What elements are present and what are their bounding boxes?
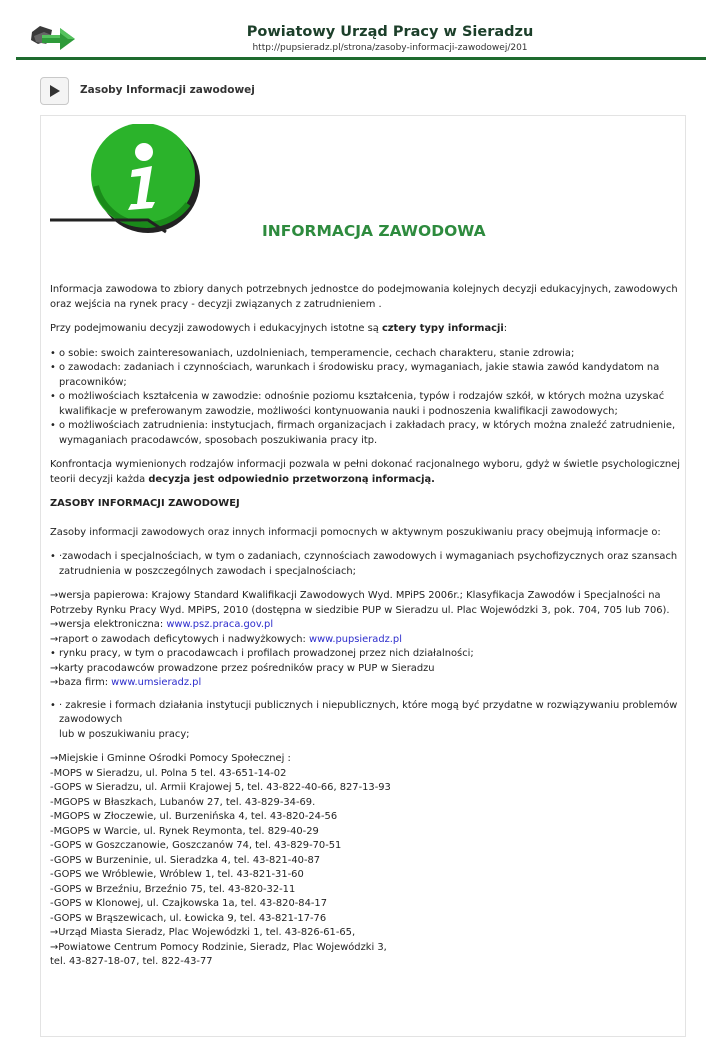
institution-line: -MGOPS w Błaszkach, Lubanów 27, tel. 43-829-34-69. <box>50 796 316 808</box>
list-item: • o możliwościach zatrudnienia: instytucjach, firmach organizacjach i zakładach pracy, w których można znaleźć zatrudnienie, wymaganiach pracodawców, sposobach poszukiwania pracy itp. <box>50 419 680 448</box>
institution-line: -GOPS w Brzeźniu, Brzeźnio 75, tel. 43-820-32-11 <box>50 883 296 895</box>
market-line: • rynku pracy, w tym o pracodawcach i profilach prowadzonej przez nich działalności; <box>50 648 474 659</box>
institution-line: -GOPS w Sieradzu, ul. Armii Krajowej 5, tel. 43-822-40-66, 827-13-93 <box>50 782 391 793</box>
report-line: →raport o zawodach deficytowych i nadwyżkowych: www.pupsieradz.pl <box>50 633 402 645</box>
page-url: http://pupsieradz.pl/strona/zasoby-informacji-zawodowej/201 <box>252 43 528 53</box>
section-button[interactable] <box>40 77 69 105</box>
institution-line: →Urząd Miasta Sieradz, Plac Wojewódzki 1, tel. 43-826-61-65, <box>50 927 356 938</box>
header-divider <box>16 57 706 60</box>
list-item: • ·zawodach i specjalnościach, w tym o zadaniach, czynnościach zawodowych i wymaganiach psychofizycznych oraz szansach zatrudnienia w poszczególnych zawodach i specjalnościach; <box>50 550 680 579</box>
institution-line: -GOPS w Klonowej, ul. Czajkowska 1a, tel. 43-820-84-17 <box>50 898 327 909</box>
institution-line: -GOPS w Burzeninie, ul. Sieradzka 4, tel. 43-821-40-87 <box>50 854 321 866</box>
article-body <box>50 283 680 970</box>
list-item: • o sobie: swoich zainteresowaniach, uzdolnieniach, temperamencie, cechach charakteru, stanie zdrowia; <box>50 347 680 362</box>
types-intro: Przy podejmowaniu decyzji zawodowych i edukacyjnych istotne są cztery typy informacji: <box>50 323 508 334</box>
institution-line: -MGOPS w Złoczewie, ul. Burzenińska 4, tel. 43-820-24-56 <box>50 811 338 822</box>
resources-list-2 <box>50 699 680 743</box>
institution-line: →Powiatowe Centrum Pomocy Rodzinie, Sieradz, Plac Wojewódzki 3, <box>50 941 387 953</box>
resources-heading: ZASOBY INFORMACJI ZAWODOWEJ <box>50 498 240 509</box>
resources-list-1 <box>50 550 680 579</box>
logo-arrow-icon <box>30 22 76 54</box>
psz-link[interactable]: www.psz.praca.gov.pl <box>166 619 274 630</box>
intro-text: Informacja zawodowa to zbiory danych potrzebnych jednostce do podejmowania kolejnych decyzji edukacyjnych, zawodowych oraz wejścia na rynek pracy - decyzji związanych z zatrudnieniem . <box>50 284 678 310</box>
list-item: • · zakresie i formach działania instytucji publicznych i niepublicznych, które mogą być przydatne w rozwiązywaniu problemów zawodowych lub w poszukiwaniu pracy; <box>50 699 680 743</box>
types-list <box>50 347 680 449</box>
links-block <box>50 589 680 691</box>
list-item: • o zawodach: zadaniach i czynnościach, warunkach i środowisku pracy, wymaganiach, jakie stawia zawód kandydatom na pracowników; <box>50 361 680 390</box>
site-title: Powiatowy Urząd Pracy w Sieradzu <box>246 24 534 40</box>
play-arrow-icon <box>41 78 68 104</box>
list-item: • o możliwościach kształcenia w zawodzie: odnośnie poziomu kształcenia, typów i rodzajów szkół, w których można uzyskać kwalifikacje w preferowanym zawodzie, możliwości kontynuowania nauki i podnoszenia kwalifikacji zawodowych; <box>50 390 680 419</box>
resources-intro: Zasoby informacji zawodowych oraz innych informacji pomocnych w aktywnym poszukiwaniu pracy obejmują informacje o: <box>50 526 661 538</box>
section-title: Zasoby Informacji zawodowej <box>80 84 255 96</box>
institution-line: -MGOPS w Warcie, ul. Rynek Reymonta, tel. 829-40-29 <box>50 825 319 837</box>
institutions-list <box>50 752 680 970</box>
paper-version-text: →wersja papierowa: Krajowy Standard Kwalifikacji Zawodowych Wyd. MPiPS 2006r.; Klasyfikacja Zawodów i Specjalności na Potrzeby Rynku Pracy Wyd. MPiPS, 2010 (dostępna w siedzibie PUP w Sieradzu ul. Plac Wojewódzki 3, pok. 704, 705 lub 706). <box>50 590 670 616</box>
confrontation-text: Konfrontacja wymienionych rodzajów informacji pozwala w pełni dokonać racjonalnego wyboru, gdyż w świetle psychologicznej teorii decyzji każda decyzja jest odpowiednio przetworzoną informacją. <box>50 459 680 485</box>
institution-line: -GOPS w Goszczanowie, Goszczanów 74, tel. 43-829-70-51 <box>50 840 342 851</box>
institution-line: →Miejskie i Gminne Ośrodki Pomocy Społecznej : <box>50 753 291 764</box>
umsieradz-link[interactable]: www.umsieradz.pl <box>111 677 202 688</box>
institution-line: -GOPS w Brąszewicach, ul. Łowicka 9, tel. 43-821-17-76 <box>50 912 327 924</box>
electronic-version-line: →wersja elektroniczna: www.psz.praca.gov.pl <box>50 619 274 630</box>
employer-cards-line: →karty pracodawców prowadzone przez pośredników pracy w PUP w Sieradzu <box>50 662 435 674</box>
institution-line: -MOPS w Sieradzu, ul. Polna 5 tel. 43-651-14-02 <box>50 767 287 779</box>
page-header <box>0 0 725 60</box>
pup-link[interactable]: www.pupsieradz.pl <box>309 633 402 645</box>
companies-line: →baza firm: www.umsieradz.pl <box>50 677 202 688</box>
institution-line: -GOPS we Wróblewie, Wróblew 1, tel. 43-821-31-60 <box>50 869 304 880</box>
info-circle-icon <box>48 124 208 234</box>
institution-line: tel. 43-827-18-07, tel. 822-43-77 <box>50 956 213 967</box>
info-heading: INFORMACJA ZAWODOWA <box>262 222 486 240</box>
